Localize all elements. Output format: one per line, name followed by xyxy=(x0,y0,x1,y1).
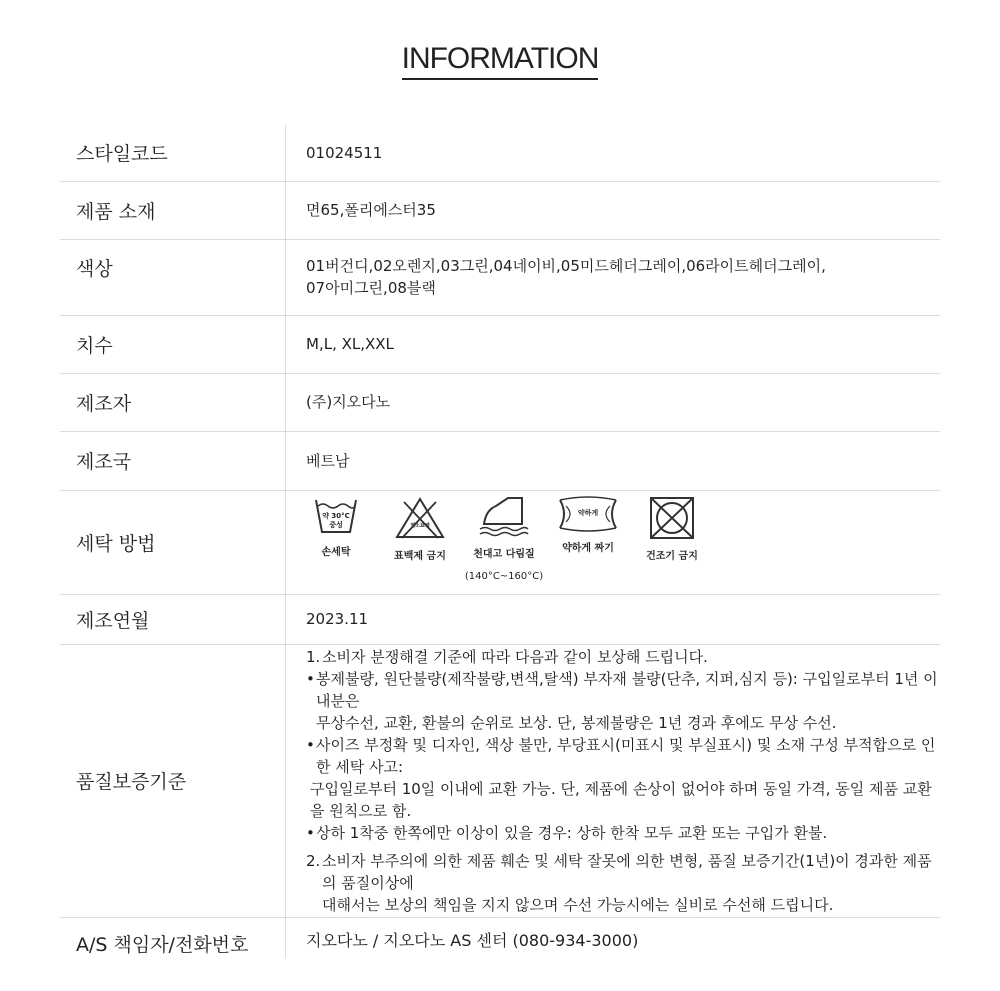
gentle-wring-text: 약하게 xyxy=(577,509,599,517)
style-code-value: 01024511 xyxy=(286,125,941,181)
size-label: 치수 xyxy=(60,315,286,373)
row-wash xyxy=(60,490,940,594)
no-bleach-text: 염소표백 xyxy=(410,523,430,529)
warranty-value xyxy=(286,644,941,917)
page-title: INFORMATION xyxy=(402,42,599,80)
warranty-bullet-2 xyxy=(306,734,939,822)
care-icons xyxy=(306,496,939,588)
warranty-b1-line1: 봉제불량, 원단불량(제작불량,변색,탈색) 부자재 불량(단추, 지퍼,심지 등): 구입일로부터 1년 이내분은 xyxy=(316,669,938,710)
no-tumble-dry-icon xyxy=(649,496,695,540)
as-value: 지오다노 / 지오다노 AS 센터 (080-934-3000) xyxy=(306,930,639,950)
no-bleach-icon xyxy=(394,496,446,540)
row-country xyxy=(60,431,940,490)
row-size xyxy=(60,315,940,373)
warranty-p2-num: 2. xyxy=(306,851,321,870)
maker-label: 제조자 xyxy=(60,373,286,431)
warranty-p1-text: 소비자 분쟁해결 기준에 따라 다음과 같이 보상해 드립니다. xyxy=(322,647,708,666)
warranty-b2-line1: 사이즈 부정확 및 디자인, 색상 불만, 부당표시(미표시 및 부실표시) 및 소재 구성 부적합으로 인한 세탁 사고: xyxy=(316,735,936,776)
row-color xyxy=(60,239,940,315)
country-value: 베트남 xyxy=(286,431,941,490)
gentle-wring-icon xyxy=(558,496,618,532)
hand-wash-caption: 손세탁 xyxy=(321,547,351,558)
date-label: 제조연월 xyxy=(60,594,286,644)
hand-wash-temp: 약 30°C xyxy=(322,512,350,520)
warranty-b3-text: 상하 1착중 한쪽에만 이상이 있을 경우: 상하 한착 모두 교환 또는 구입가 환불. xyxy=(316,823,828,842)
style-code-label: 스타일코드 xyxy=(60,125,286,181)
row-as xyxy=(60,917,940,958)
row-date xyxy=(60,594,940,644)
bullet-mark: • xyxy=(306,823,315,842)
date-value: 2023.11 xyxy=(286,594,941,644)
warranty-b1-line2: 무상수선, 교환, 환불의 순위로 보상. 단, 봉제불량은 1년 경과 후에도 무상 수선. xyxy=(316,713,837,732)
warranty-bullet-3 xyxy=(306,822,939,844)
wash-label: 세탁 방법 xyxy=(60,490,286,594)
iron-caption: 천대고 다림질 xyxy=(473,549,535,560)
care-hand-wash xyxy=(294,496,378,564)
bullet-mark: • xyxy=(306,735,315,754)
country-label: 제조국 xyxy=(60,431,286,490)
gentle-wring-caption: 약하게 짜기 xyxy=(562,543,614,554)
row-warranty xyxy=(60,644,940,917)
row-style-code xyxy=(60,125,940,181)
wash-value xyxy=(286,490,941,594)
iron-temp-caption: (140°C~160°C) xyxy=(464,571,544,582)
as-label: A/S 책임자/전화번호 xyxy=(60,917,286,958)
page-title-wrap xyxy=(0,42,1000,80)
no-tumble-dry-caption: 건조기 금지 xyxy=(646,551,698,562)
warranty-p1 xyxy=(306,646,939,668)
iron-with-cloth-icon xyxy=(478,496,530,538)
color-value-line1: 01버건디,02오렌지,03그린,04네이비,05미드헤더그레이,06라이트헤더그레이, xyxy=(306,257,826,275)
warranty-b2-line2: 구입일로부터 10일 이내에 교환 가능. 단, 제품에 손상이 없어야 하며 동일 가격, 동일 제품 교환을 원칙으로 함. xyxy=(310,779,932,820)
no-bleach-caption: 표백제 금지 xyxy=(394,551,446,562)
maker-value: (주)지오다노 xyxy=(286,373,941,431)
care-no-tumble-dry xyxy=(630,496,714,568)
material-value: 면65,폴리에스터35 xyxy=(286,181,941,239)
care-gentle-wring xyxy=(546,496,630,560)
care-no-bleach xyxy=(378,496,462,568)
warranty-p2 xyxy=(306,850,939,916)
row-material xyxy=(60,181,940,239)
hand-wash-icon xyxy=(314,496,358,536)
warranty-p1-num: 1. xyxy=(306,647,321,666)
warranty-p2-line2: 대해서는 보상의 책임을 지지 않으며 수선 가능시에는 실비로 수선해 드립니다. xyxy=(322,895,834,914)
info-table xyxy=(60,125,940,958)
size-value: M,L, XL,XXL xyxy=(286,315,941,373)
care-iron xyxy=(462,496,546,588)
color-label: 색상 xyxy=(60,239,286,315)
warranty-label: 품질보증기준 xyxy=(60,644,286,917)
color-value-line2: 07아미그린,08블랙 xyxy=(306,279,436,297)
bullet-mark: • xyxy=(306,669,315,688)
warranty-bullet-1 xyxy=(306,668,939,734)
warranty-p2-line1: 소비자 부주의에 의한 제품 훼손 및 세탁 잘못에 의한 변형, 품질 보증기간(1년)이 경과한 제품의 품질이상에 xyxy=(322,851,932,892)
hand-wash-neutral: 중성 xyxy=(329,521,343,529)
color-value xyxy=(286,239,941,315)
row-maker xyxy=(60,373,940,431)
material-label: 제품 소재 xyxy=(60,181,286,239)
